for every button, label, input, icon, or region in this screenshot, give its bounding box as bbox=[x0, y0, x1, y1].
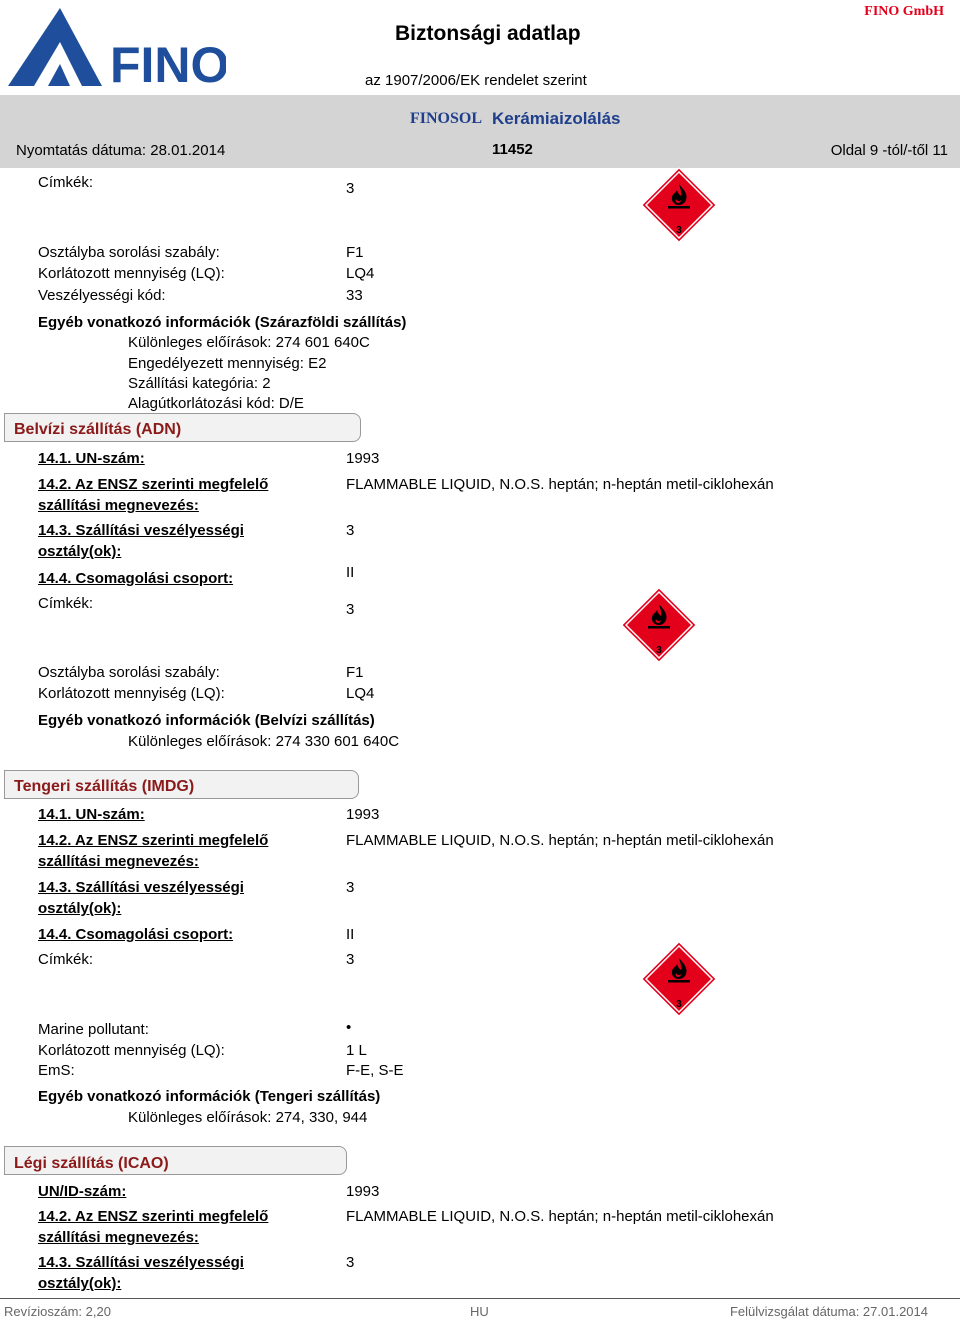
imdg-name-label-2: szállítási megnevezés: bbox=[38, 853, 199, 870]
adn-name-value: FLAMMABLE LIQUID, N.O.S. heptán; n-heptán metil-ciklohexán bbox=[346, 476, 774, 493]
adn-class-rule-value: F1 bbox=[346, 664, 364, 681]
imdg-name-label: 14.2. Az ENSZ szerinti megfelelő bbox=[38, 832, 269, 849]
svg-text:FINO: FINO bbox=[110, 37, 226, 92]
company-name: FINO GmbH bbox=[864, 4, 944, 19]
adn-un-label: 14.1. UN-szám: bbox=[38, 450, 145, 467]
imdg-ems-value: F-E, S-E bbox=[346, 1062, 404, 1079]
icao-name-label-2: szállítási megnevezés: bbox=[38, 1229, 199, 1246]
imdg-labels-label: Címkék: bbox=[38, 951, 94, 968]
imdg-un-label: 14.1. UN-szám: bbox=[38, 806, 145, 823]
revision-number: Revízioszám: 2,20 bbox=[4, 1304, 111, 1319]
adn-class-label: 14.3. Szállítási veszélyességi bbox=[38, 522, 244, 539]
road-other-line: Különleges előírások: 274 601 640C bbox=[128, 334, 370, 351]
road-other-title: Egyéb vonatkozó információk (Szárazföldi szállítás) bbox=[38, 314, 407, 331]
flammable-hazard-icon bbox=[640, 940, 718, 1022]
imdg-pg-value: II bbox=[346, 926, 355, 943]
adn-other-title: Egyéb vonatkozó információk (Belvízi szállítás) bbox=[38, 712, 375, 729]
brand-name: FINOSOL bbox=[410, 110, 483, 127]
imdg-marine-value: • bbox=[346, 1019, 352, 1036]
icao-un-value: 1993 bbox=[346, 1183, 380, 1200]
imdg-class-value: 3 bbox=[346, 879, 355, 896]
document-title: Biztonsági adatlap bbox=[395, 22, 581, 45]
imdg-other-line: Különleges előírások: 274, 330, 944 bbox=[128, 1109, 368, 1126]
road-class-rule-value: F1 bbox=[346, 244, 364, 261]
icao-un-label: UN/ID-szám: bbox=[38, 1183, 127, 1200]
icao-name-value: FLAMMABLE LIQUID, N.O.S. heptán; n-heptán metil-ciklohexán bbox=[346, 1208, 774, 1225]
road-other-line: Engedélyezett mennyiség: E2 bbox=[128, 355, 327, 372]
imdg-name-value: FLAMMABLE LIQUID, N.O.S. heptán; n-heptán metil-ciklohexán bbox=[346, 832, 774, 849]
adn-other-line: Különleges előírások: 274 330 601 640C bbox=[128, 733, 400, 750]
icao-class-value: 3 bbox=[346, 1254, 355, 1271]
imdg-ems-label: EmS: bbox=[38, 1062, 75, 1079]
flammable-hazard-icon bbox=[640, 166, 718, 248]
icao-name-label: 14.2. Az ENSZ szerinti megfelelő bbox=[38, 1208, 269, 1225]
language-code: HU bbox=[470, 1304, 489, 1319]
product-name: Kerámiaizolálás bbox=[492, 109, 621, 128]
footer-divider bbox=[0, 1298, 960, 1299]
page-number: Oldal 9 -tól/-től 11 bbox=[830, 142, 948, 159]
adn-lq-label: Korlátozott mennyiség (LQ): bbox=[38, 685, 225, 702]
imdg-class-label: 14.3. Szállítási veszélyességi bbox=[38, 879, 244, 896]
svg-text:3: 3 bbox=[656, 645, 662, 656]
adn-class-value: 3 bbox=[346, 522, 355, 539]
road-lq-value: LQ4 bbox=[346, 265, 375, 282]
regulation-subtitle: az 1907/2006/EK rendelet szerint bbox=[365, 72, 587, 89]
adn-labels-label: Címkék: bbox=[38, 595, 94, 612]
print-date: Nyomtatás dátuma: 28.01.2014 bbox=[16, 142, 226, 159]
adn-pg-label: 14.4. Csomagolási csoport: bbox=[38, 570, 234, 587]
imdg-other-title: Egyéb vonatkozó információk (Tengeri szállítás) bbox=[38, 1088, 381, 1105]
imdg-class-label-2: osztály(ok): bbox=[38, 900, 122, 917]
road-danger-code-label: Veszélyességi kód: bbox=[38, 287, 166, 304]
road-other-line: Alagútkorlátozási kód: D/E bbox=[128, 395, 304, 412]
adn-class-label-2: osztály(ok): bbox=[38, 543, 122, 560]
icao-class-label: 14.3. Szállítási veszélyességi bbox=[38, 1254, 244, 1271]
adn-un-value: 1993 bbox=[346, 450, 380, 467]
road-labels-value: 3 bbox=[346, 180, 355, 197]
adn-pg-value: II bbox=[346, 564, 355, 581]
imdg-lq-value: 1 L bbox=[346, 1042, 367, 1059]
imdg-un-value: 1993 bbox=[346, 806, 380, 823]
road-class-rule-label: Osztályba sorolási szabály: bbox=[38, 244, 220, 261]
adn-lq-value: LQ4 bbox=[346, 685, 375, 702]
fino-logo bbox=[4, 2, 226, 92]
adn-name-label: 14.2. Az ENSZ szerinti megfelelő bbox=[38, 476, 269, 493]
icao-section-title: Légi szállítás (ICAO) bbox=[14, 1155, 169, 1172]
imdg-marine-label: Marine pollutant: bbox=[38, 1021, 149, 1038]
adn-section-title: Belvízi szállítás (ADN) bbox=[14, 421, 182, 438]
road-lq-label: Korlátozott mennyiség (LQ): bbox=[38, 265, 225, 282]
adn-labels-value: 3 bbox=[346, 601, 355, 618]
imdg-pg-label: 14.4. Csomagolási csoport: bbox=[38, 926, 234, 943]
svg-text:3: 3 bbox=[676, 225, 682, 236]
adn-class-rule-label: Osztályba sorolási szabály: bbox=[38, 664, 220, 681]
road-labels-label: Címkék: bbox=[38, 174, 94, 191]
imdg-labels-value: 3 bbox=[346, 951, 355, 968]
imdg-section-title: Tengeri szállítás (IMDG) bbox=[14, 778, 195, 795]
icao-class-label-2: osztály(ok): bbox=[38, 1275, 122, 1292]
road-danger-code-value: 33 bbox=[346, 287, 363, 304]
svg-text:3: 3 bbox=[676, 999, 682, 1010]
road-other-line: Szállítási kategória: 2 bbox=[128, 375, 271, 392]
product-code: 11452 bbox=[492, 141, 533, 158]
adn-name-label-2: szállítási megnevezés: bbox=[38, 497, 199, 514]
review-date: Felülvizsgálat dátuma: 27.01.2014 bbox=[729, 1304, 928, 1319]
flammable-hazard-icon bbox=[620, 586, 698, 668]
imdg-lq-label: Korlátozott mennyiség (LQ): bbox=[38, 1042, 225, 1059]
